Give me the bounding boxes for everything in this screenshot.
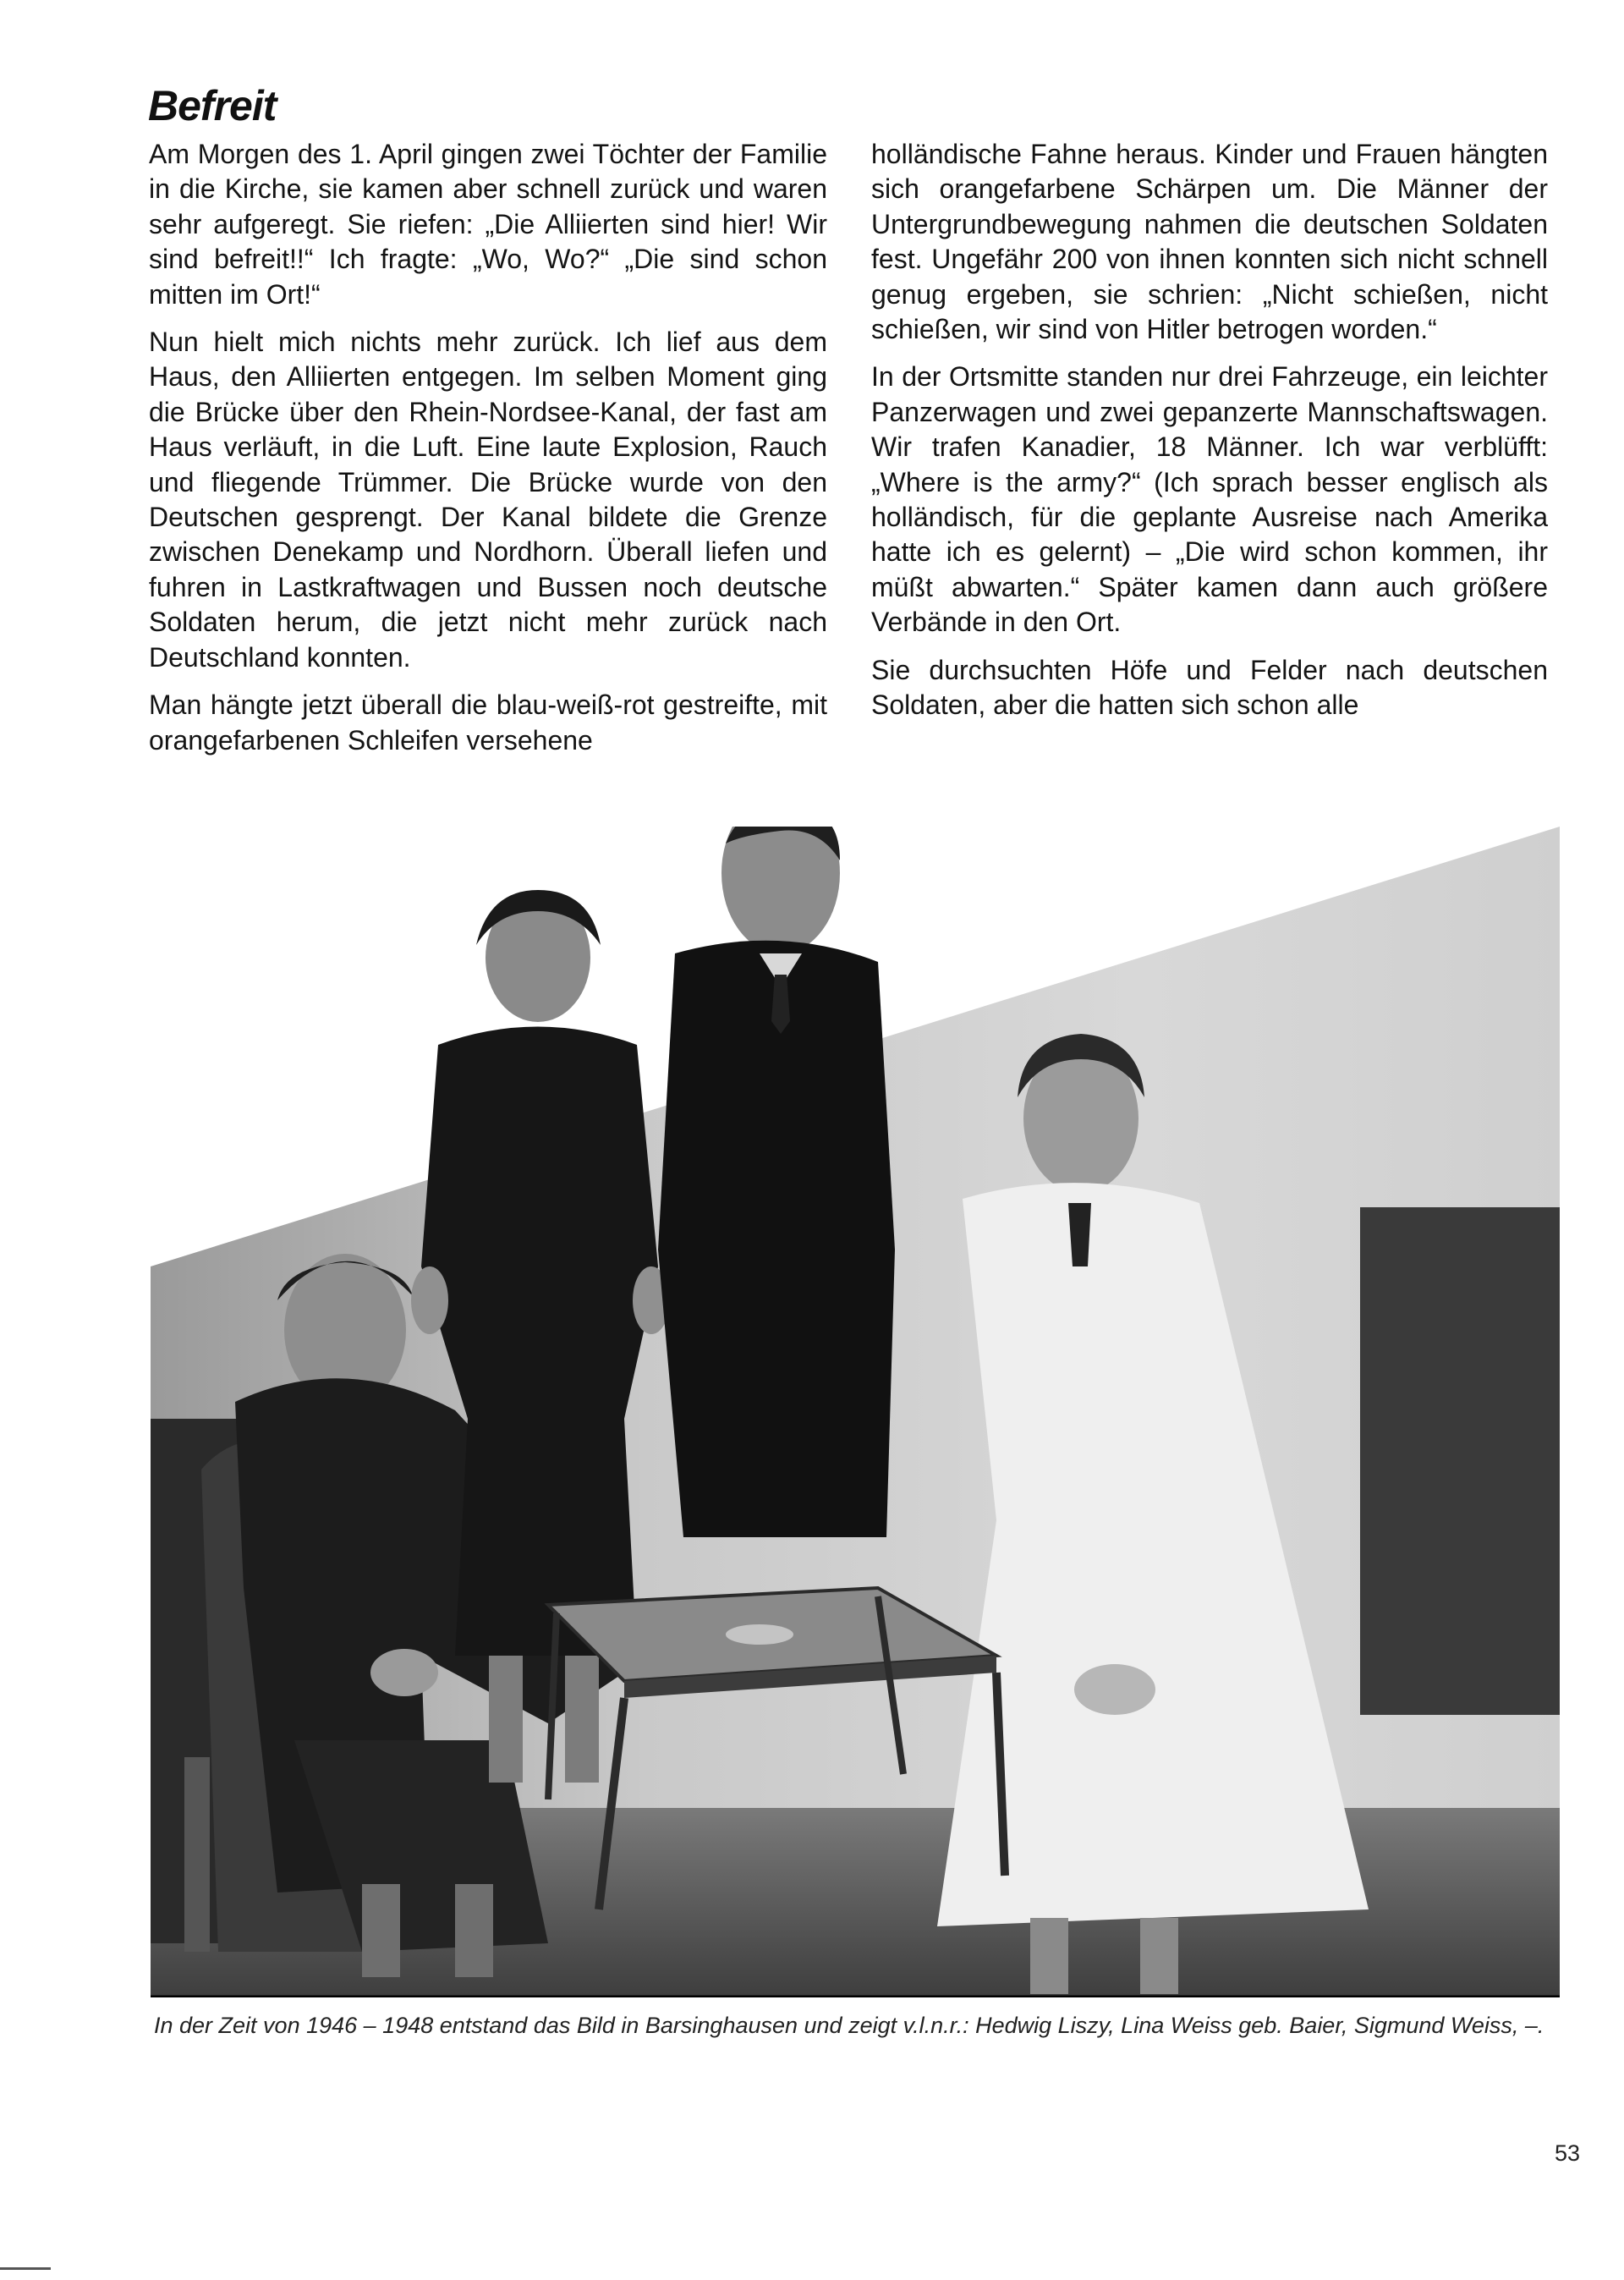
paragraph: In der Ortsmitte standen nur drei Fahrzeuge, ein leichter Panzerwagen und zwei gepanzerte Mannschaftswagen. Wir trafen Kanadier, 18 Männer. Ich war verblüfft: „Where is the army?“ (Ich sprach besser englisch als holländisch, für die geplante Ausreise nach Amerika hatte ich es gelernt) – „Die wird schon kommen, ihr müßt abwarten.“ Später kamen dann auch größere Verbände in den Ort. [871,361,1548,638]
photo-caption: In der Zeit von 1946 – 1948 entstand das Bild in Barsinghausen und zeigt v.l.n.r.: Hedwig Liszy, Lina Weiss geb. Baier, Sigmund Weiss, –. [154,2013,1544,2038]
right-text-column [871,137,1548,736]
paragraph: Am Morgen des 1. April gingen zwei Töchter der Familie in die Kirche, sie kamen aber schnell zurück und waren sehr aufgeregt. Sie riefen: „Die Alliierten sind hier! Wir sind befreit!!“ Ich fragte: „Wo, Wo?“ „Die sind schon mitten im Ort!“ [149,139,827,310]
paragraph: Nun hielt mich nichts mehr zurück. Ich lief aus dem Haus, den Alliierten entgegen. Im selben Moment ging die Brücke über den Rhein-Nordsee-Kanal, der fast am Haus verläuft, in die Luft. Eine laute Explosion, Rauch und fliegende Trümmer. Die Brücke wurde von den Deutschen gesprengt. Der Kanal bildete die Grenze zwischen Denekamp und Nordhorn. Überall liefen und fuhren in Lastkraftwagen und Bussen noch deutsche Soldaten herum, die jetzt nicht mehr zurück nach Deutschland konnten. [149,327,827,673]
paragraph: holländische Fahne heraus. Kinder und Frauen hängten sich orangefarbene Schärpen um. Die Männer der Untergrundbewegung nahmen die deutschen Soldaten fest. Ungefähr 200 von ihnen konnten sich nicht schnell genug ergeben, sie schrien: „Nicht schießen, nicht schießen, wir sind von Hitler betrogen worden.“ [871,139,1548,345]
person-sigmund-weiss [658,827,895,1537]
scan-edge-mark [0,2267,51,2270]
group-photo-illustration [151,827,1560,1997]
left-text-column [149,137,827,771]
paragraph: Sie durchsuchten Höfe und Felder nach deutschen Soldaten, aber die hatten sich schon alle [871,654,1548,721]
page-number: 53 [1555,2140,1581,2166]
group-photo [151,827,1560,1997]
paragraph: Man hängte jetzt überall die blau-weiß-rot gestreifte, mit orangefarbenen Schleifen versehene [149,689,827,755]
article-heading: Befreit [148,82,277,129]
